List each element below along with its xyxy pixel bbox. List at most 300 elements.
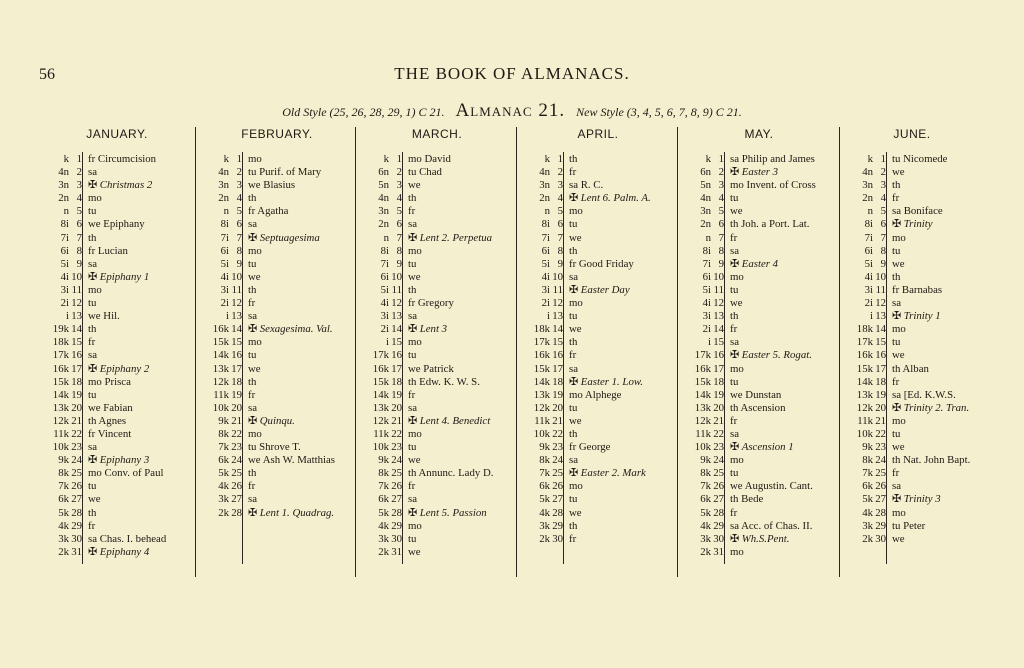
day-number: 26 [552, 480, 563, 493]
day-row [518, 389, 678, 402]
day-row [841, 389, 983, 402]
day-row [357, 467, 517, 480]
day-row [197, 389, 357, 402]
cross-icon: ✠ [569, 283, 581, 296]
day-number: 26 [875, 480, 886, 493]
cross-icon: ✠ [408, 323, 420, 336]
day-entry: fr [408, 388, 416, 401]
day-entry: tu Shrove T. [248, 441, 301, 454]
letter-cell: 2k [378, 545, 389, 558]
day-row [679, 232, 839, 245]
letter-cell: k [705, 153, 711, 165]
day-entry: th [730, 310, 739, 323]
letter-cell: 5i [702, 283, 711, 296]
day-entry: we [569, 506, 582, 519]
letter-cell: 2i [702, 323, 711, 336]
day-number: 7 [557, 231, 563, 244]
day-number: 3 [76, 179, 82, 192]
letter-cell: 2n [378, 218, 389, 231]
day-number: 14 [875, 323, 886, 336]
day-row [518, 428, 678, 441]
day-row [518, 533, 678, 546]
feast-label: Lent 3 [419, 323, 448, 336]
day-entry: we [88, 493, 101, 506]
letter-cell: 5n [378, 179, 389, 192]
cross-icon: ✠ [569, 467, 581, 480]
cross-icon: ✠ [408, 414, 420, 427]
day-number: 31 [71, 545, 82, 558]
day-entry [892, 310, 981, 323]
month-heading: APRIL. [577, 127, 619, 141]
day-row [841, 153, 983, 166]
day-entry: th Ascension [730, 401, 786, 414]
month-column-3 [357, 127, 517, 577]
day-number: 11 [391, 283, 402, 296]
day-entry: th Alban [892, 362, 929, 375]
day-row [357, 493, 517, 506]
letter-cell: 17k [52, 349, 69, 362]
day-number: 12 [552, 297, 563, 310]
day-number: 1 [718, 153, 724, 165]
day-entry: we Blasius [248, 179, 296, 192]
letter-cell: n [705, 231, 711, 244]
letter-cell: 7i [702, 257, 711, 270]
day-row [37, 153, 197, 166]
day-number: 31 [713, 545, 724, 558]
day-row [197, 297, 357, 310]
letter-cell: 7k [539, 467, 550, 480]
letter-cell: 8i [60, 218, 69, 231]
letter-cell: 10k [372, 441, 389, 454]
day-entry: mo [88, 192, 102, 205]
day-row [841, 441, 983, 454]
day-row [841, 271, 983, 284]
day-number: 19 [875, 388, 886, 401]
feast-label: Lent 1. Quadrag. [259, 506, 335, 519]
day-number: 18 [713, 375, 724, 388]
letter-cell: i [547, 310, 550, 323]
day-row [197, 441, 357, 454]
day-number: 8 [718, 244, 724, 257]
day-entry: we [892, 532, 905, 545]
day-number: 18 [552, 375, 563, 388]
day-entry: sa Acc. of Chas. II. [730, 519, 813, 532]
letter-cell: k [223, 153, 229, 165]
letter-cell: 4k [862, 506, 873, 519]
day-row [518, 480, 678, 493]
letter-cell: 3i [380, 310, 389, 323]
day-number: 3 [396, 179, 402, 192]
day-number: 20 [231, 401, 242, 414]
day-entry: fr [892, 192, 900, 205]
letter-cell: 9k [218, 414, 229, 427]
feast-label: Christmas 2 [99, 179, 153, 192]
day-number: 12 [231, 297, 242, 310]
day-number: 23 [71, 441, 82, 454]
day-entry: we [569, 231, 582, 244]
day-entry: sa [408, 310, 417, 323]
day-number: 6 [880, 218, 886, 231]
day-entry: tu [730, 192, 739, 205]
letter-cell: 8k [58, 467, 69, 480]
letter-cell: 17k [856, 336, 873, 349]
day-number: 29 [552, 519, 563, 532]
day-row [357, 205, 517, 218]
day-row [518, 363, 678, 376]
letter-cell: 9k [539, 441, 550, 454]
day-number: 22 [875, 427, 886, 440]
day-row [841, 258, 983, 271]
letter-cell: 6i [702, 270, 711, 283]
day-row [679, 520, 839, 533]
day-entry: fr [569, 166, 577, 179]
day-number: 10 [71, 270, 82, 283]
day-row [518, 520, 678, 533]
day-row [357, 454, 517, 467]
day-row [197, 205, 357, 218]
feast-label: Easter 2. Mark [580, 467, 646, 480]
day-entry: we Epiphany [88, 218, 145, 231]
day-row [37, 533, 197, 546]
letter-cell: 12k [212, 375, 229, 388]
day-row [518, 232, 678, 245]
day-number: 24 [71, 454, 82, 467]
day-number: 27 [231, 493, 242, 506]
day-number: 11 [552, 283, 563, 296]
day-row [841, 493, 983, 506]
day-number: 17 [552, 362, 563, 375]
day-entry: sa [248, 218, 257, 231]
day-entry: tu Nicomede [892, 153, 948, 165]
day-entry: th Nat. John Bapt. [892, 454, 971, 467]
day-row [679, 153, 839, 166]
day-entry [88, 363, 195, 376]
letter-cell: 16k [212, 323, 229, 336]
day-number: 13 [231, 310, 242, 323]
day-number: 21 [875, 414, 886, 427]
day-entry: mo [892, 414, 906, 427]
day-entry: tu [88, 388, 97, 401]
day-number: 10 [875, 270, 886, 283]
day-row [679, 349, 839, 362]
feast-label: Wh.S.Pent. [741, 532, 790, 545]
day-entry: th [248, 283, 257, 296]
day-entry: mo [730, 270, 744, 283]
letter-cell: 18k [856, 323, 873, 336]
day-number: 22 [552, 427, 563, 440]
day-row [679, 454, 839, 467]
letter-cell: 2i [541, 297, 550, 310]
day-entry: sa [248, 401, 257, 414]
day-number: 29 [391, 519, 402, 532]
month-divider [355, 127, 356, 577]
day-row [357, 376, 517, 389]
letter-cell: 4i [541, 270, 550, 283]
letter-cell: 5k [218, 467, 229, 480]
day-entry: sa [408, 401, 417, 414]
day-number: 11 [875, 283, 886, 296]
old-style-label: Old Style (25, 26, 28, 29, 1) C 21. [282, 105, 445, 119]
letter-cell: 3k [539, 519, 550, 532]
day-row [37, 179, 197, 192]
letter-cell: 5i [541, 257, 550, 270]
day-number: 20 [713, 401, 724, 414]
letter-cell: 3k [862, 519, 873, 532]
day-entry: mo [408, 427, 422, 440]
day-row [679, 467, 839, 480]
day-row [37, 546, 197, 559]
day-number: 9 [718, 257, 724, 270]
letter-cell: 2i [380, 323, 389, 336]
day-number: 10 [391, 270, 402, 283]
letter-cell: 11k [213, 388, 229, 401]
day-row [679, 441, 839, 454]
letter-cell: 7i [380, 257, 389, 270]
day-row [679, 179, 839, 192]
day-entry: fr Good Friday [569, 257, 634, 270]
letter-cell: 11k [857, 414, 873, 427]
day-row [679, 428, 839, 441]
letter-cell: 3i [220, 283, 229, 296]
letter-cell: 15k [212, 336, 229, 349]
letter-cell: n [383, 231, 389, 244]
letter-cell: n [223, 205, 229, 218]
day-number: 26 [231, 480, 242, 493]
day-entry: tu [408, 257, 417, 270]
day-entry: th [248, 375, 257, 388]
day-row [357, 232, 517, 245]
day-entry: th [408, 192, 417, 205]
day-row [679, 402, 839, 415]
letter-cell: i [226, 310, 229, 323]
feast-label: Epiphany 2 [99, 362, 150, 375]
day-entry: mo [730, 454, 744, 467]
letter-cell: n [544, 205, 550, 218]
letter-cell: 4i [702, 297, 711, 310]
day-number: 24 [713, 454, 724, 467]
feast-label: Sexagesima. Val. [259, 323, 333, 336]
day-number: 22 [391, 427, 402, 440]
month-heading: MAY. [744, 127, 774, 141]
day-entry: fr [569, 532, 577, 545]
letter-cell: 3n [58, 179, 69, 192]
day-entry: mo David [408, 153, 451, 165]
day-number: 20 [875, 401, 886, 414]
month-divider [677, 127, 678, 577]
day-number: 25 [391, 467, 402, 480]
day-number: 15 [713, 336, 724, 349]
day-row [841, 520, 983, 533]
letter-cell: k [63, 153, 69, 165]
letter-cell: 3k [700, 532, 711, 545]
feast-label: Lent 6. Palm. A. [580, 192, 651, 205]
day-number: 4 [880, 192, 886, 205]
letter-cell: 3n [539, 179, 550, 192]
letter-cell: 7k [862, 467, 873, 480]
day-row [357, 441, 517, 454]
day-entry [569, 192, 676, 205]
letter-cell: 9k [58, 454, 69, 467]
day-number: 28 [552, 506, 563, 519]
day-number: 5 [880, 205, 886, 218]
day-number: 25 [552, 467, 563, 480]
day-number: 4 [236, 192, 242, 205]
day-row [679, 546, 839, 559]
day-row [518, 153, 678, 166]
day-entry: mo [408, 336, 422, 349]
day-row [357, 546, 517, 559]
day-entry: we [408, 179, 421, 192]
day-row [841, 402, 983, 415]
cross-icon: ✠ [88, 179, 100, 192]
letter-cell: 6i [60, 244, 69, 257]
day-row [37, 415, 197, 428]
feast-label: Epiphany 3 [99, 454, 150, 467]
day-number: 6 [236, 218, 242, 231]
feast-label: Ascension 1 [741, 441, 794, 454]
day-entry: th [892, 179, 901, 192]
day-row [37, 205, 197, 218]
day-row [841, 349, 983, 362]
day-row [197, 467, 357, 480]
day-entry: mo Invent. of Cross [730, 179, 816, 192]
day-entry: th Joh. a Port. Lat. [730, 218, 810, 231]
day-entry: we [892, 349, 905, 362]
cross-icon: ✠ [569, 192, 581, 205]
day-entry: we [408, 454, 421, 467]
day-entry: th [248, 467, 257, 480]
letter-cell: 6k [378, 493, 389, 506]
letter-cell: 3i [702, 310, 711, 323]
day-entry: tu [730, 283, 739, 296]
day-entry: fr George [569, 441, 611, 454]
day-entry: tu Purif. of Mary [248, 166, 322, 179]
day-entry: sa [569, 362, 578, 375]
cross-icon: ✠ [248, 414, 260, 427]
cross-icon: ✠ [730, 441, 742, 454]
letter-cell: 8k [862, 454, 873, 467]
day-number: 8 [557, 244, 563, 257]
day-entry: we [408, 270, 421, 283]
day-number: 24 [391, 454, 402, 467]
day-number: 1 [396, 153, 402, 165]
day-row [37, 192, 197, 205]
day-row [518, 441, 678, 454]
cross-icon: ✠ [730, 532, 742, 545]
letter-cell: 6i [541, 244, 550, 257]
letter-cell: 7k [700, 480, 711, 493]
day-entry: th [569, 244, 578, 257]
day-number: 19 [71, 388, 82, 401]
day-entry: sa [408, 493, 417, 506]
day-row [841, 284, 983, 297]
cross-icon: ✠ [408, 231, 420, 244]
day-row [518, 402, 678, 415]
feast-label: Trinity 3 [903, 493, 941, 506]
day-entry: sa [892, 297, 901, 310]
day-entry: sa [569, 270, 578, 283]
day-row [197, 245, 357, 258]
day-entry [408, 507, 515, 520]
feast-label: Epiphany 1 [99, 270, 150, 283]
day-number: 5 [236, 205, 242, 218]
letter-cell: 5k [862, 493, 873, 506]
letter-cell: 13k [694, 401, 711, 414]
day-row [518, 493, 678, 506]
day-row [37, 258, 197, 271]
day-row [197, 480, 357, 493]
day-row [841, 376, 983, 389]
day-row [518, 467, 678, 480]
day-entry: th Agnes [88, 414, 127, 427]
day-entry [248, 415, 355, 428]
letter-cell: 13k [372, 401, 389, 414]
month-heading: JUNE. [893, 127, 931, 141]
day-row [37, 297, 197, 310]
day-entry: we [408, 545, 421, 558]
day-number: 8 [396, 244, 402, 257]
day-entry: fr [88, 336, 96, 349]
day-row [357, 533, 517, 546]
feast-label: Easter 5. Rogat. [741, 349, 812, 362]
letter-cell: 5k [378, 506, 389, 519]
day-number: 29 [713, 519, 724, 532]
day-entry: th [569, 519, 578, 532]
day-number: 13 [71, 310, 82, 323]
letter-cell: i [870, 310, 873, 323]
day-entry: we [248, 270, 261, 283]
letter-cell: 2n [700, 218, 711, 231]
day-number: 12 [391, 297, 402, 310]
day-number: 12 [713, 297, 724, 310]
letter-cell: 6k [862, 480, 873, 493]
day-entry: tu [569, 493, 578, 506]
day-number: 28 [875, 506, 886, 519]
day-entry: we Ash W. Matthias [248, 454, 335, 467]
feast-label: Lent 4. Benedict [419, 414, 491, 427]
letter-cell: 12k [694, 414, 711, 427]
day-number: 16 [552, 349, 563, 362]
feast-label: Lent 2. Perpetua [419, 231, 493, 244]
day-entry: mo [248, 244, 262, 257]
letter-cell: 4i [60, 270, 69, 283]
letter-cell: 10k [212, 401, 229, 414]
day-number: 19 [391, 388, 402, 401]
day-row [197, 232, 357, 245]
day-entry: we [730, 205, 743, 218]
day-entry: we [892, 166, 905, 179]
day-number: 23 [713, 441, 724, 454]
letter-cell: 6i [864, 244, 873, 257]
day-number: 25 [875, 467, 886, 480]
day-entry: fr [408, 480, 416, 493]
day-number: 13 [713, 310, 724, 323]
letter-cell: 5i [380, 283, 389, 296]
day-entry: th [88, 231, 97, 244]
day-number: 30 [552, 532, 563, 545]
day-row [841, 467, 983, 480]
letter-cell: 11k [373, 427, 389, 440]
day-number: 22 [713, 427, 724, 440]
day-number: 5 [76, 205, 82, 218]
day-row [679, 271, 839, 284]
cross-icon: ✠ [730, 349, 742, 362]
letter-cell: 7k [58, 480, 69, 493]
day-number: 16 [231, 349, 242, 362]
letter-cell: 9k [862, 441, 873, 454]
day-row [841, 428, 983, 441]
day-number: 5 [557, 205, 563, 218]
